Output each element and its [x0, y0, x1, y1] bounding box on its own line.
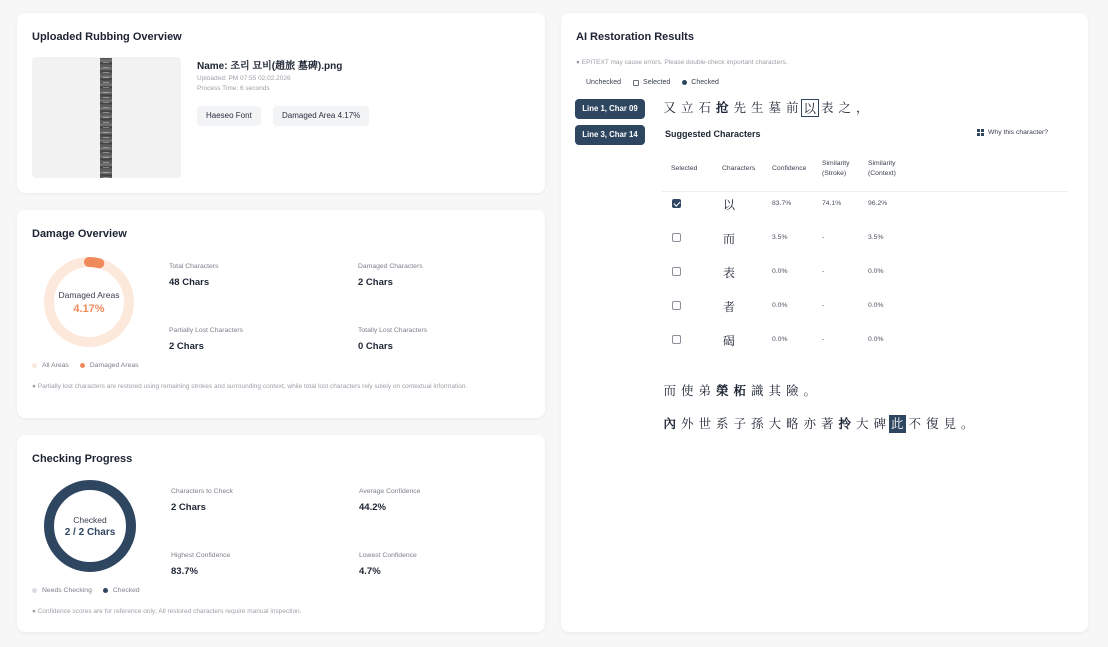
header-similarity-context: Similarity (Context) [868, 160, 896, 177]
damage-note-text: Partially lost characters are restored using remaining strokes and surrounding context, while total lost characters rely solely on contextual information. [37, 383, 468, 390]
line-char: 又 [663, 100, 676, 115]
line-char: 生 [750, 100, 764, 115]
line-char: 表 [820, 100, 834, 115]
progress-donut-chart [42, 478, 138, 574]
row-checkbox[interactable] [672, 301, 681, 310]
line-char: 之 [838, 100, 851, 115]
row-similarity-stroke: - [822, 302, 825, 309]
legend-unchecked [586, 79, 621, 86]
damage-legend [32, 362, 139, 369]
line-char: 使 [680, 383, 694, 398]
line-char: 柘 [733, 383, 746, 398]
row-checkbox[interactable] [672, 267, 681, 276]
legend-damaged-areas: Damaged Areas [89, 362, 139, 369]
damage-donut-track [49, 262, 129, 342]
progress-note: ● Confidence scores are for reference only; All restored characters require manual inspection. [32, 608, 302, 615]
damage-donut-chart [41, 254, 137, 350]
row-character: 表 [723, 266, 736, 280]
header-confidence: Confidence [772, 165, 807, 172]
legend-checked-label: Checked [691, 79, 719, 86]
rubbing-image-icon [100, 58, 112, 178]
progress-donut-value: 2 / 2 Chars [64, 527, 116, 538]
line-char: 險 [785, 383, 799, 398]
grid-icon [977, 129, 984, 136]
line-char: 其 [768, 383, 781, 398]
row-confidence: 0.0% [772, 336, 788, 343]
total-lost-value: 0 Chars [358, 341, 393, 352]
row-similarity-stroke: - [822, 268, 825, 275]
line-char: 子 [733, 416, 746, 431]
line-char: 大 [768, 416, 781, 431]
ai-restoration-card [561, 13, 1088, 632]
line-char: 系 [715, 416, 729, 431]
why-label: Why this character? [988, 129, 1049, 136]
ai-warning: ● EPITEXT may cause errors. Please double-check important characters. [576, 59, 788, 66]
rubbing-thumbnail[interactable] [32, 57, 181, 178]
line-char: 著 [820, 416, 834, 431]
header-similarity-stroke: Similarity (Stroke) [822, 160, 850, 177]
legend-unchecked-label: Unchecked [586, 79, 622, 86]
row-similarity-context: 96.2% [868, 200, 888, 207]
chars-to-check-label: Characters to Check [171, 488, 233, 495]
font-tag: Haeseo Font [197, 106, 261, 126]
line-char: 世 [698, 416, 711, 431]
all-areas-dot-icon [32, 363, 37, 368]
header-characters: Characters [722, 165, 756, 172]
text-line-2 [661, 382, 819, 400]
row-similarity-context: 0.0% [868, 302, 884, 309]
highest-confidence-label: Highest Confidence [171, 552, 231, 559]
progress-note-text: Confidence scores are for reference only; All restored characters require manual inspection. [37, 608, 302, 615]
damage-card-title: Damage Overview [32, 228, 127, 240]
line-char: 石 [698, 100, 711, 115]
line-char: 拎 [838, 416, 851, 431]
line-char: ， [855, 100, 869, 115]
line-char: 略 [785, 416, 799, 431]
line-char: 抢 [715, 100, 729, 115]
line-char[interactable]: 以 [801, 99, 819, 117]
row-confidence: 0.0% [772, 302, 788, 309]
line-3-char-14-button[interactable]: Line 3, Char 14 [575, 125, 645, 145]
highest-confidence-value: 83.7% [171, 566, 198, 577]
damage-note: ● Partially lost characters are restored using remaining strokes and surrounding context, while total lost characters rely solely on contextual information. [32, 383, 468, 390]
damaged-chars-value: 2 Chars [358, 277, 393, 288]
row-character: 碣 [723, 334, 736, 348]
row-similarity-context: 3.5% [868, 234, 884, 241]
legend-selected-label: Selected [643, 79, 671, 86]
text-line-1 [661, 99, 871, 117]
line-char: 榮 [715, 383, 729, 398]
filled-dot-icon [682, 80, 687, 85]
damage-donut-label: Damaged Areas [58, 290, 120, 300]
row-similarity-stroke: - [822, 336, 825, 343]
partial-lost-label: Partially Lost Characters [169, 327, 244, 334]
damage-overview-card [17, 210, 545, 418]
line-char: 亦 [803, 416, 816, 431]
line-char: 外 [680, 416, 694, 431]
line-char: 弟 [698, 383, 711, 398]
upload-card-title: Uploaded Rubbing Overview [32, 31, 182, 43]
row-similarity-context: 0.0% [868, 336, 884, 343]
row-character: 以 [723, 198, 736, 212]
line-char: 而 [663, 383, 676, 398]
line-char: 墓 [768, 100, 781, 115]
lowest-confidence-label: Lowest Confidence [359, 552, 417, 559]
avg-confidence-label: Average Confidence [359, 488, 421, 495]
table-divider [662, 191, 1068, 192]
total-chars-value: 48 Chars [169, 277, 210, 288]
why-this-character-link[interactable] [977, 129, 1048, 136]
checking-progress-card [17, 435, 545, 632]
line-char: 碑 [873, 416, 886, 431]
progress-donut-arc [49, 485, 131, 567]
damaged-chars-label: Damaged Characters [358, 263, 423, 270]
row-confidence: 83.7% [772, 200, 792, 207]
header-selected: Selected [671, 165, 698, 172]
text-line-3 [661, 415, 976, 433]
uploaded-rubbing-card [17, 13, 545, 193]
row-character: 而 [723, 232, 736, 246]
damaged-area-tag: Damaged Area 4.17% [273, 106, 369, 126]
line-1-char-09-button[interactable]: Line 1, Char 09 [575, 99, 645, 119]
line-char: 內 [663, 416, 676, 431]
progress-legend [32, 587, 140, 594]
row-confidence: 3.5% [772, 234, 788, 241]
line-char: 。 [960, 416, 974, 431]
line-char: 不 [908, 416, 921, 431]
line-char: 前 [785, 100, 799, 115]
upload-time: Uploaded: PM 07:55 02.02.2026 [197, 75, 291, 82]
line-char: 孫 [750, 416, 764, 431]
row-character: 者 [723, 300, 736, 314]
damaged-areas-dot-icon [80, 363, 85, 368]
row-checkbox[interactable] [672, 233, 681, 242]
line-char: 見 [943, 416, 956, 431]
progress-card-title: Checking Progress [32, 453, 133, 465]
damage-donut-value: 4.17% [73, 303, 105, 315]
line-char[interactable]: 此 [889, 415, 907, 433]
avg-confidence-value: 44.2% [359, 502, 386, 513]
line-char: 識 [750, 383, 764, 398]
row-similarity-stroke: 74.1% [822, 200, 842, 207]
status-legend [586, 79, 719, 86]
row-similarity-context: 0.0% [868, 268, 884, 275]
progress-donut-label: Checked [73, 515, 107, 525]
total-lost-label: Totally Lost Characters [358, 327, 428, 334]
row-checkbox[interactable] [672, 199, 681, 208]
line-char: 。 [803, 383, 816, 398]
row-checkbox[interactable] [672, 335, 681, 344]
legend-checked-status [682, 79, 719, 86]
row-similarity-stroke: - [822, 234, 825, 241]
row-confidence: 0.0% [772, 268, 788, 275]
square-icon [633, 80, 639, 86]
line-char: 立 [680, 100, 694, 115]
chars-to-check-value: 2 Chars [171, 502, 206, 513]
lowest-confidence-value: 4.7% [359, 566, 381, 577]
legend-selected [633, 79, 670, 86]
suggested-characters-title: Suggested Characters [665, 129, 761, 139]
file-name: Name: 조리 묘비(趙旅 墓碑).png [197, 61, 343, 72]
process-time: Process Time: 6 seconds [197, 85, 270, 92]
line-char: 先 [733, 100, 746, 115]
legend-all-areas: All Areas [42, 362, 69, 369]
ai-card-title: AI Restoration Results [576, 31, 694, 43]
needs-checking-dot-icon [32, 588, 37, 593]
line-char: 大 [855, 416, 869, 431]
legend-needs-checking: Needs Checking [42, 587, 92, 594]
line-char: 復 [925, 416, 939, 431]
total-chars-label: Total Characters [169, 263, 219, 270]
checked-dot-icon [103, 588, 108, 593]
ai-warning-text: EPITEXT may cause errors. Please double-check important characters. [581, 59, 788, 66]
partial-lost-value: 2 Chars [169, 341, 204, 352]
legend-checked: Checked [112, 587, 140, 594]
